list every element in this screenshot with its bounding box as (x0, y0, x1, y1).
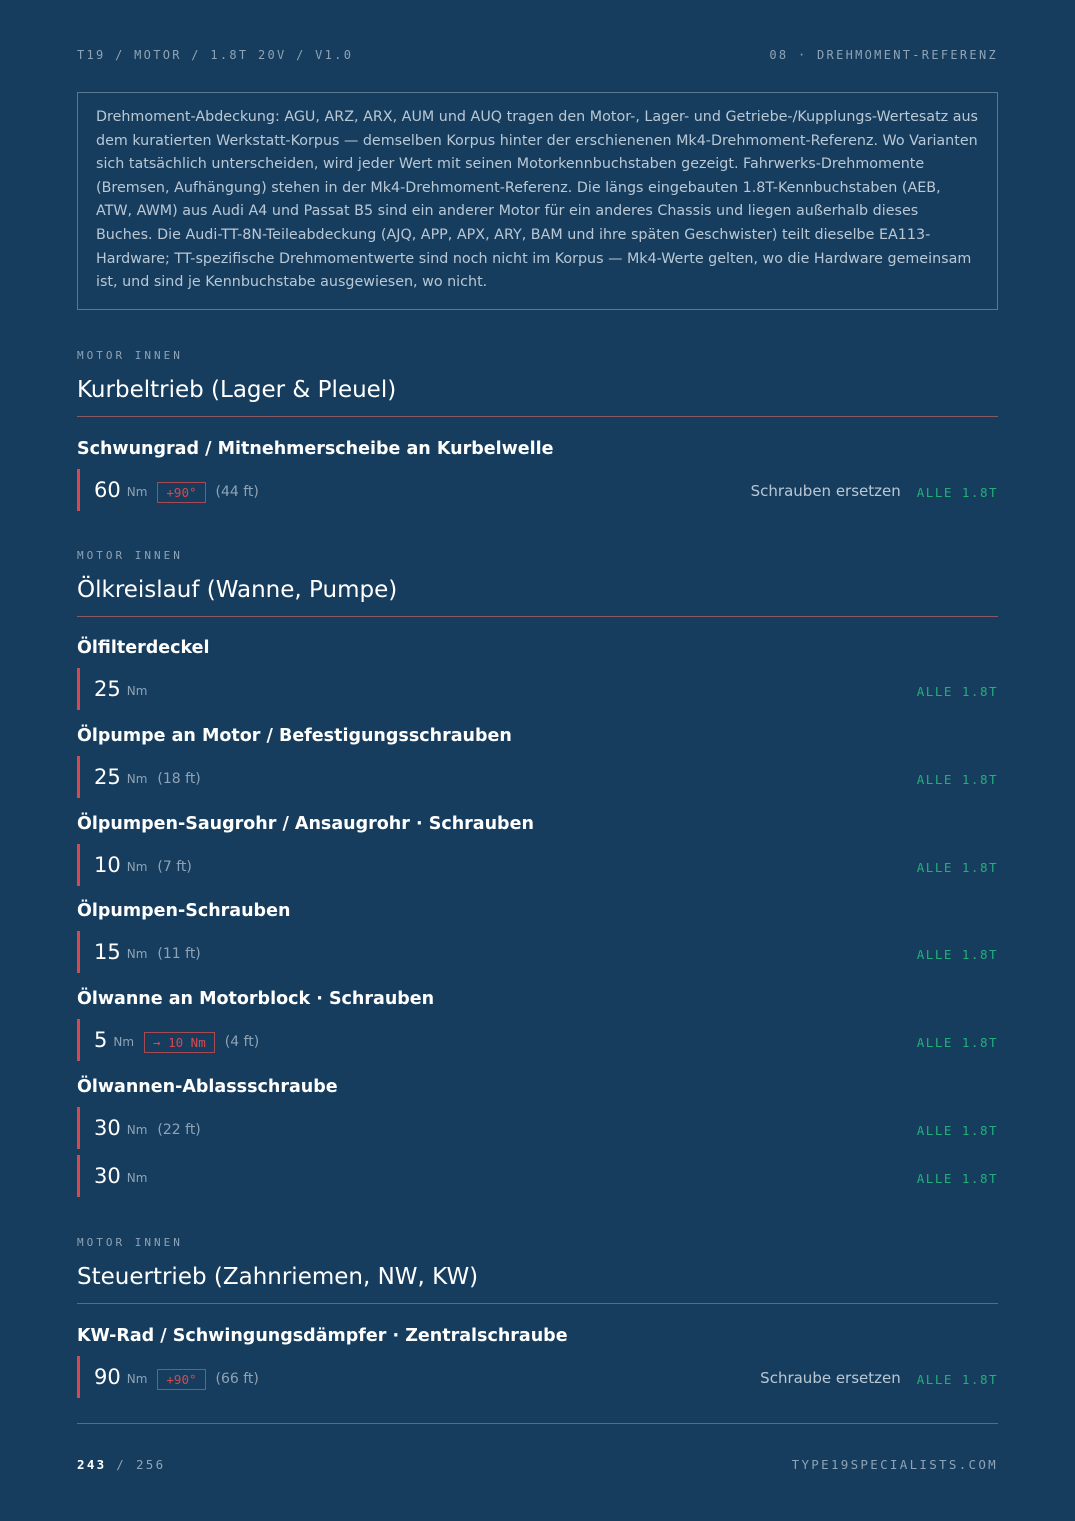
applies-badge: ALLE 1.8T (916, 946, 998, 962)
torque-row (77, 1107, 998, 1149)
torque-unit: Nm (126, 684, 148, 698)
torque-value: 30 (94, 1164, 121, 1188)
imperial-value: (18 ft) (157, 771, 201, 787)
imperial-value: (22 ft) (157, 1122, 201, 1138)
page-separator: / (106, 1457, 136, 1472)
page-footer (77, 1457, 998, 1472)
torque-row (77, 1356, 998, 1398)
applies-badge: ALLE 1.8T (916, 1371, 998, 1387)
row-accent-bar (77, 1356, 80, 1398)
section-kicker: MOTOR INNEN (77, 349, 183, 362)
applies-badge: ALLE 1.8T (916, 1170, 998, 1186)
section-title: Kurbeltrieb (Lager & Pleuel) (77, 377, 397, 403)
torque-item-title: Ölpumpen-Saugrohr / Ansaugrohr · Schrauben (77, 814, 534, 834)
torque-row (77, 668, 998, 710)
torque-item-title: Ölwannen-Ablassschraube (77, 1077, 338, 1097)
section-title: Ölkreislauf (Wanne, Pumpe) (77, 577, 398, 603)
torque-row (77, 756, 998, 798)
footer-divider (77, 1423, 998, 1424)
row-accent-bar (77, 844, 80, 886)
page-header (77, 48, 998, 62)
torque-row (77, 1019, 998, 1061)
section-divider (77, 1303, 998, 1304)
applies-badge: ALLE 1.8T (916, 484, 998, 500)
torque-row (77, 844, 998, 886)
row-accent-bar (77, 668, 80, 710)
section-kicker: MOTOR INNEN (77, 549, 183, 562)
torque-unit: Nm (126, 772, 148, 786)
page-total: 256 (135, 1457, 166, 1472)
torque-unit: Nm (126, 1372, 148, 1386)
torque-row (77, 1155, 998, 1197)
torque-item-title: Schwungrad / Mitnehmerscheibe an Kurbelwelle (77, 439, 554, 459)
torque-row (77, 469, 998, 511)
torque-value: 10 (94, 853, 121, 877)
applies-badge: ALLE 1.8T (916, 859, 998, 875)
torque-value: 30 (94, 1116, 121, 1140)
torque-note: Schraube ersetzen (760, 1369, 901, 1387)
torque-unit: Nm (126, 1171, 148, 1185)
torque-item-title: Ölfilterdeckel (77, 638, 210, 658)
torque-value: 60 (94, 478, 121, 502)
imperial-value: (66 ft) (215, 1371, 259, 1387)
torque-item-title: KW-Rad / Schwingungsdämpfer · Zentralschraube (77, 1326, 568, 1346)
angle-tag: +90° (157, 1369, 205, 1390)
row-accent-bar (77, 1155, 80, 1197)
imperial-value: (11 ft) (157, 946, 201, 962)
stage-tag: → 10 Nm (144, 1032, 215, 1053)
torque-unit: Nm (126, 860, 148, 874)
angle-tag: +90° (157, 482, 205, 503)
site-url: TYPE19SPECIALISTS.COM (791, 1457, 998, 1472)
row-accent-bar (77, 1019, 80, 1061)
torque-value: 5 (94, 1028, 108, 1052)
torque-unit: Nm (113, 1035, 135, 1049)
imperial-value: (4 ft) (224, 1034, 260, 1050)
torque-value: 25 (94, 765, 121, 789)
page-number (77, 1457, 165, 1472)
section-kicker: MOTOR INNEN (77, 1236, 183, 1249)
row-accent-bar (77, 756, 80, 798)
row-accent-bar (77, 931, 80, 973)
torque-unit: Nm (126, 485, 148, 499)
torque-note: Schrauben ersetzen (750, 482, 901, 500)
torque-unit: Nm (126, 947, 148, 961)
torque-row (77, 931, 998, 973)
applies-badge: ALLE 1.8T (916, 1034, 998, 1050)
section-divider (77, 616, 998, 617)
applies-badge: ALLE 1.8T (916, 1122, 998, 1138)
applies-badge: ALLE 1.8T (916, 771, 998, 787)
torque-item-title: Ölpumpen-Schrauben (77, 901, 291, 921)
coverage-note: Drehmoment-Abdeckung: AGU, ARZ, ARX, AUM und AUQ tragen den Motor-, Lager- und Getriebe-/Kupplungs-Wertesatz aus dem kuratierten Werkstatt-Korpus — demselben Korpus hinter der erschienenen Mk4-Drehmoment-Referenz. Wo Varianten sich tatsächlich unterscheiden, wird jeder Wert mit seinen Motorkennbuchstaben gezeigt. Fahrwerks-Drehmomente (Bremsen, Aufhängung) stehen in der Mk4-Drehmoment-Referenz. Die längs eingebauten 1.8T-Kennbuchstaben (AEB, ATW, AWM) aus Audi A4 und Passat B5 sind ein anderer Motor für ein anderes Chassis und liegen außerhalb dieses Buches. Die Audi-TT-8N-Teileabdeckung (AJQ, APP, APX, ARY, BAM und ihre späten Geschwister) teilt dieselbe EA113-Hardware; TT-spezifische Drehmomentwerte sind noch nicht im Korpus — Mk4-Werte gelten, wo die Hardware gemeinsam ist, und sind je Kennbuchstabe ausgewiesen, wo nicht. (77, 92, 998, 310)
torque-value: 25 (94, 677, 121, 701)
torque-value: 15 (94, 940, 121, 964)
imperial-value: (7 ft) (157, 859, 192, 875)
row-accent-bar (77, 1107, 80, 1149)
section-divider (77, 416, 998, 417)
imperial-value: (44 ft) (215, 484, 259, 500)
applies-badge: ALLE 1.8T (916, 683, 998, 699)
torque-item-title: Ölwanne an Motorblock · Schrauben (77, 989, 435, 1009)
section-title: Steuertrieb (Zahnriemen, NW, KW) (77, 1264, 479, 1290)
row-accent-bar (77, 469, 80, 511)
chapter-reference: 08 · DREHMOMENT-REFERENZ (769, 48, 998, 62)
page-current: 243 (77, 1457, 107, 1472)
torque-value: 90 (94, 1365, 121, 1389)
torque-item-title: Ölpumpe an Motor / Befestigungsschrauben (77, 726, 512, 746)
breadcrumb: T19 / MOTOR / 1.8T 20V / V1.0 (77, 48, 354, 62)
torque-unit: Nm (126, 1123, 148, 1137)
